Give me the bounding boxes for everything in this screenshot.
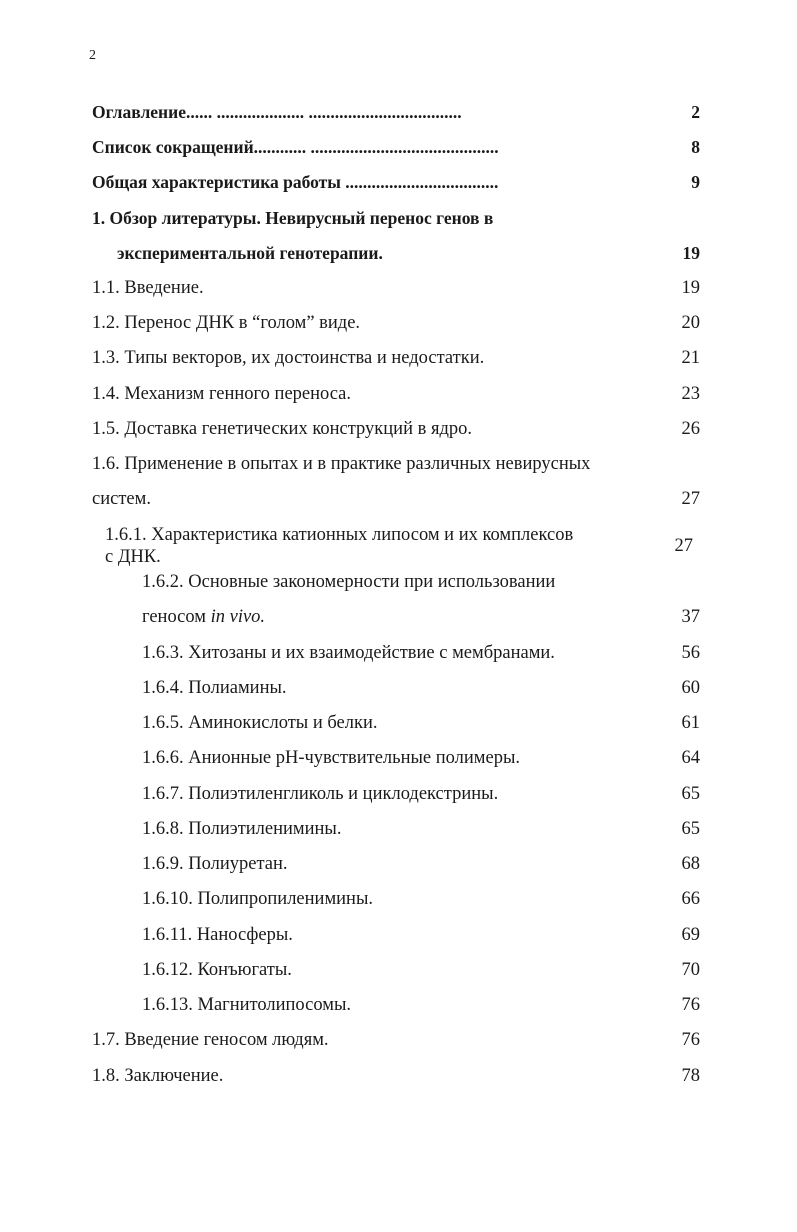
toc-entry [0,708,797,738]
toc-entry [0,849,797,879]
toc-entry [0,567,797,597]
toc-title: 1.6.13. Магнитолипосомы. [142,995,352,1015]
toc-entry [0,167,797,197]
toc-entry [0,638,797,668]
toc-title: 1.6.12. Конъюгаты. [142,960,292,980]
toc-title: 1.6.7. Полиэтиленгликоль и циклодекстрины. [142,784,499,804]
toc-entry [0,379,797,409]
toc-page: 9 [691,172,700,192]
toc-entry [0,743,797,773]
toc-title: систем. [92,489,151,509]
toc-title: 1.6.6. Анионные pH-чувствительные полимеры. [142,748,521,768]
toc-entry [0,1061,797,1091]
toc-page: 20 [681,313,700,333]
toc-page: 68 [681,854,700,874]
toc-title: Общая характеристика работы ................................... [92,172,499,192]
toc-title: 1.6.4. Полиамины. [142,678,287,698]
toc-entry [0,132,797,162]
toc-page: 64 [681,748,700,768]
toc-page: 56 [681,643,700,663]
toc-page: 23 [681,384,700,404]
toc-page: 66 [681,889,700,909]
toc-title: 1.3. Типы векторов, их достоинства и недостатки. [92,348,485,368]
toc-entry [0,990,797,1020]
toc-entry [0,484,797,514]
toc-title-italic: in vivo. [210,607,266,627]
toc-page: 21 [681,348,700,368]
toc-entry [0,814,797,844]
toc-page: 76 [681,1030,700,1050]
toc-page: 19 [681,278,700,298]
toc-entry [0,343,797,373]
toc-title: 1.6.1. Характеристика катионных липосом и их комплексов [105,525,574,545]
toc-title-text: геносом [142,607,211,627]
toc-title-continuation: с ДНК. [105,547,161,567]
toc-entry [0,884,797,914]
toc-page: 65 [681,819,700,839]
toc-title: экспериментальной генотерапии. [117,243,383,263]
toc-entry [0,203,797,233]
toc-title: 1.6.5. Аминокислоты и белки. [142,713,378,733]
toc-title: 1.2. Перенос ДНК в “голом” виде. [92,313,361,333]
toc-title: 1.5. Доставка генетических конструкций в ядро. [92,419,473,439]
toc-page: 65 [681,784,700,804]
toc-title: 1.6.10. Полипропиленимины. [142,889,374,909]
toc-page: 27 [674,536,693,556]
toc-entry [0,524,797,568]
toc-page: 27 [681,489,700,509]
toc-page: 70 [681,960,700,980]
toc-title: Оглавление...... .................... ................................... [92,102,462,122]
toc-entry [0,955,797,985]
toc-title: 1.6.11. Наносферы. [142,925,293,945]
toc-entry [0,414,797,444]
toc-title: 1.4. Механизм генного переноса. [92,384,352,404]
toc-page: 19 [682,243,700,263]
toc-title: 1. Обзор литературы. Невирусный перенос генов в [92,208,494,228]
toc-entry [0,779,797,809]
toc-page: 8 [691,137,700,157]
toc-entry [0,920,797,950]
toc-page: 60 [681,678,700,698]
toc-page: 37 [681,607,700,627]
toc-entry [0,97,797,127]
toc-title: 1.6. Применение в опытах и в практике различных невирусных [92,454,591,474]
page-number: 2 [89,48,96,63]
toc-entry [0,273,797,303]
toc-page: 26 [681,419,700,439]
toc-title: 1.8. Заключение. [92,1066,224,1086]
toc-title: 1.7. Введение геносом людям. [92,1030,329,1050]
toc-page: 76 [681,995,700,1015]
toc-page: 78 [681,1066,700,1086]
toc-entry [0,449,797,479]
toc-entry [0,238,797,268]
toc-title [142,602,265,632]
toc-page: 69 [681,925,700,945]
toc-entry [0,1025,797,1055]
toc-entry [0,308,797,338]
toc-page: 61 [681,713,700,733]
toc-entry [0,673,797,703]
toc-title: 1.6.9. Полиуретан. [142,854,288,874]
toc-title: 1.6.2. Основные закономерности при использовании [142,572,556,592]
toc-title: 1.1. Введение. [92,278,204,298]
toc-title: Список сокращений............ ........................................... [92,137,499,157]
toc-entry [0,602,797,632]
toc-title: 1.6.3. Хитозаны и их взаимодействие с мембранами. [142,643,555,663]
toc-title: 1.6.8. Полиэтиленимины. [142,819,342,839]
toc-page: 2 [691,102,700,122]
